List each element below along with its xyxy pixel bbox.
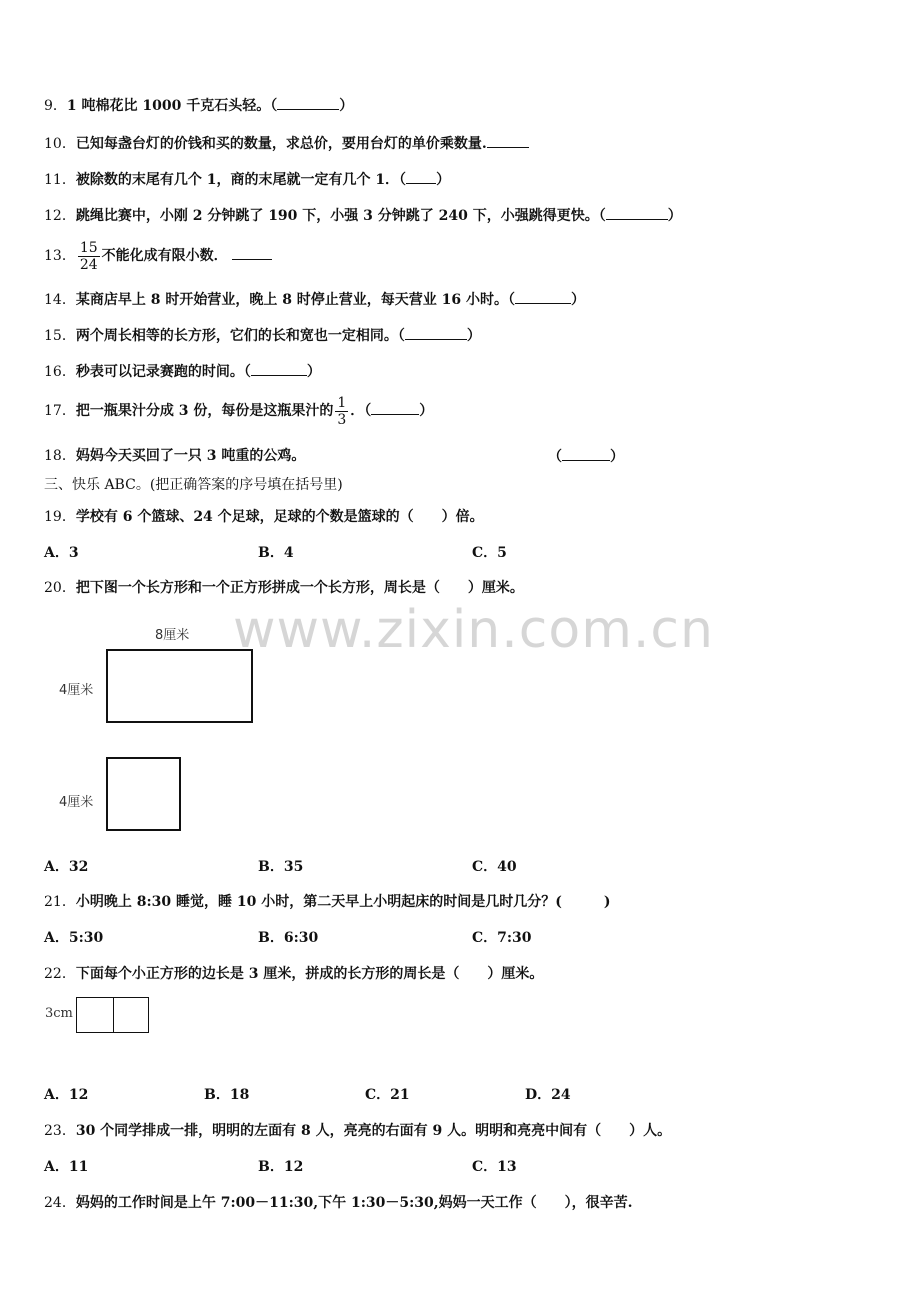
question-number: 17．	[44, 403, 76, 419]
question-number: 14．	[44, 292, 76, 308]
question-24	[44, 1193, 633, 1213]
question-number: 16．	[44, 364, 76, 380]
fraction-denominator: 3	[337, 411, 347, 428]
fraction	[335, 395, 348, 428]
option-d[interactable]: D．24	[525, 1087, 571, 1103]
paren-close: ）	[610, 449, 624, 465]
question-number: 15．	[44, 328, 76, 344]
section-title: 三、快乐 ABC。(把正确答案的序号填在括号里)	[44, 477, 343, 493]
answer-blank[interactable]	[232, 245, 272, 260]
question-18	[44, 446, 305, 466]
question-9	[44, 95, 353, 116]
option-c[interactable]: C．40	[472, 859, 517, 875]
question-number: 21．	[44, 894, 76, 910]
paren-close: ）	[339, 98, 354, 114]
question-23	[44, 1121, 671, 1141]
answer-blank[interactable]	[251, 361, 307, 376]
option-b[interactable]: B．4	[258, 545, 294, 561]
question-20	[44, 578, 524, 598]
paren-close: ）	[419, 403, 434, 419]
question-11	[44, 169, 450, 190]
question-text: 不能化成有限小数．	[101, 248, 228, 264]
question-number: 9．	[44, 98, 67, 114]
paren-close: ）	[667, 208, 682, 224]
option-a[interactable]: A．3	[44, 545, 79, 561]
square-side-label: 3cm	[45, 1006, 73, 1021]
question-text: 妈妈的工作时间是上午 7:00－11:30,下午 1:30－5:30,妈妈一天工作（ ），很辛苦.	[75, 1195, 633, 1211]
option-b[interactable]: B．18	[204, 1087, 250, 1103]
question-number: 12．	[44, 208, 76, 224]
paren-close: ）	[436, 172, 451, 188]
fraction	[78, 240, 100, 273]
answer-blank[interactable]	[562, 446, 610, 461]
option-a[interactable]: A．5:30	[44, 930, 104, 946]
paren-close: ）	[306, 364, 321, 380]
paren-open: （	[548, 449, 562, 465]
question-number: 18．	[44, 448, 76, 464]
question-number: 23．	[44, 1123, 76, 1139]
option-a[interactable]: A．11	[44, 1159, 89, 1175]
option-a[interactable]: A．12	[44, 1087, 89, 1103]
question-text: 30 个同学排成一排，明明的左面有 8 人，亮亮的右面有 9 人。明明和亮亮中间有（ ）人。	[75, 1123, 672, 1139]
question-22	[44, 964, 543, 984]
answer-blank[interactable]	[371, 400, 419, 415]
question-15	[44, 325, 481, 346]
option-c[interactable]: C．21	[365, 1087, 410, 1103]
fraction-denominator: 24	[79, 256, 98, 273]
question-17	[44, 392, 433, 430]
question-text: 把下图一个长方形和一个正方形拼成一个长方形，周长是（ ）厘米。	[75, 580, 524, 596]
question-text: 小明晚上 8:30 睡觉，睡 10 小时，第二天早上小明起床的时间是几时几分？( )	[75, 894, 611, 910]
question-number: 20．	[44, 580, 76, 596]
question-16	[44, 361, 321, 382]
question-text: 两个周长相等的长方形，它们的长和宽也一定相同。（	[75, 328, 405, 344]
paren-close: ）	[466, 328, 481, 344]
question-text: 被除数的末尾有几个 1，商的末尾就一定有几个 1．（	[75, 172, 407, 188]
question-text: 把一瓶果汁分成 3 份，每份是这瓶果汁的	[75, 403, 334, 419]
question-text: 秒表可以记录赛跑的时间。（	[75, 364, 251, 380]
paren-close: ）	[571, 292, 586, 308]
question-18-answer	[548, 446, 624, 467]
question-text: 跳绳比赛中，小刚 2 分钟跳了 190 下，小强 3 分钟跳了 240 下，小强跳得更快。（	[75, 208, 606, 224]
answer-blank[interactable]	[515, 289, 571, 304]
answer-blank[interactable]	[277, 95, 339, 110]
question-10	[44, 133, 529, 154]
question-number: 13．	[44, 248, 76, 264]
option-b[interactable]: B．6:30	[258, 930, 319, 946]
option-c[interactable]: C．5	[472, 545, 507, 561]
question-number: 24．	[44, 1195, 76, 1211]
fraction-numerator: 1	[337, 394, 347, 411]
answer-blank[interactable]	[606, 205, 668, 220]
question-number: 10．	[44, 136, 76, 152]
question-text: 学校有 6 个篮球、24 个足球，足球的个数是篮球的（ ）倍。	[75, 509, 484, 525]
rectangle-figure	[106, 649, 253, 723]
option-c[interactable]: C．7:30	[472, 930, 532, 946]
square-figure	[106, 757, 181, 831]
question-14	[44, 289, 585, 310]
question-number: 22．	[44, 966, 76, 982]
question-12	[44, 205, 682, 226]
small-square-1	[76, 997, 114, 1033]
rect-width-label: 4厘米	[59, 683, 94, 698]
watermark: www.zixin.com.cn	[233, 600, 714, 660]
option-b[interactable]: B．35	[258, 859, 304, 875]
question-number: 19．	[44, 509, 76, 525]
question-text: 妈妈今天买回了一只 3 吨重的公鸡。	[75, 448, 306, 464]
question-text: 某商店早上 8 时开始营业，晚上 8 时停止营业，每天营业 16 小时。（	[75, 292, 516, 308]
question-text: ．（	[350, 403, 372, 419]
question-text: 1 吨棉花比 1000 千克石头轻。（	[66, 98, 278, 114]
answer-blank[interactable]	[405, 325, 467, 340]
small-square-2	[113, 997, 149, 1033]
question-text: 已知每盏台灯的价钱和买的数量，求总价，要用台灯的单价乘数量.	[75, 136, 487, 152]
question-19	[44, 507, 484, 527]
answer-blank[interactable]	[487, 133, 529, 148]
square-side-label: 4厘米	[59, 795, 94, 810]
rect-length-label: 8厘米	[155, 628, 190, 643]
option-b[interactable]: B．12	[258, 1159, 304, 1175]
answer-blank[interactable]	[406, 169, 436, 184]
question-21	[44, 892, 610, 912]
question-number: 11．	[44, 172, 76, 188]
option-a[interactable]: A．32	[44, 859, 89, 875]
question-text: 下面每个小正方形的边长是 3 厘米，拼成的长方形的周长是（ ）厘米。	[75, 966, 544, 982]
option-c[interactable]: C．13	[472, 1159, 517, 1175]
question-13	[44, 237, 272, 275]
fraction-numerator: 15	[79, 239, 98, 256]
